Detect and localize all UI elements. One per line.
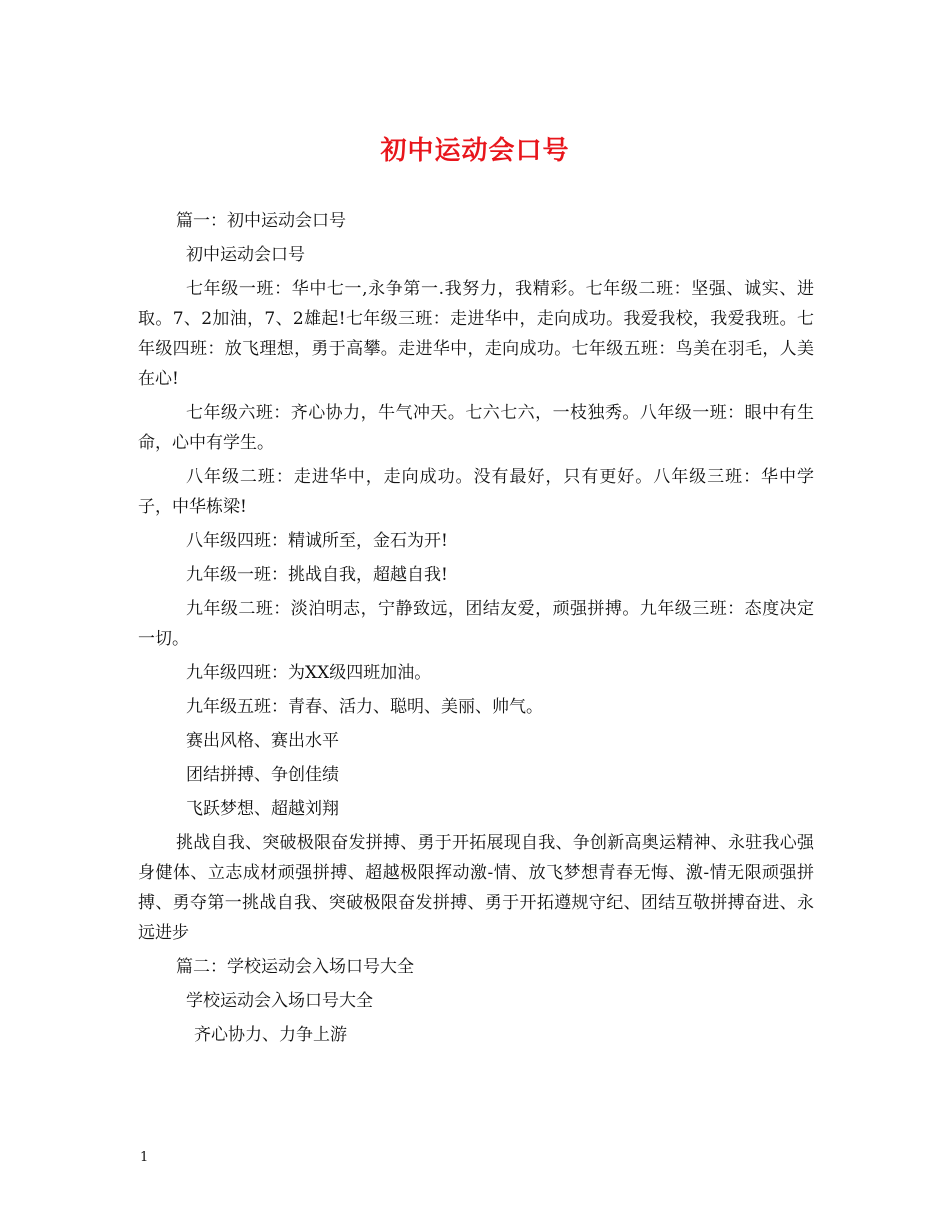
paragraph: 七年级六班：齐心协力，牛气冲天。七六七六，一枝独秀。八年级一班：眼中有生命，心中有学生。	[138, 403, 814, 453]
document-body	[138, 206, 814, 1054]
paragraph: 挑战自我、突破极限奋发拼搏、勇于开拓展现自我、争创新高奥运精神、永驻我心强身健体、立志成材顽强拼搏、超越极限挥动激-情、放飞梦想青春无悔、激-情无限顽强拼搏、勇夺第一挑战自我、突破极限奋发拼搏、勇于开拓遵规守纪、团结互敬拼搏奋进、永远进步	[138, 833, 814, 943]
paragraph: 初中运动会口号	[186, 245, 305, 265]
paragraph: 九年级四班：为XX级四班加油。	[186, 663, 432, 683]
paragraph: 团结拼搏、争创佳绩	[186, 765, 339, 785]
paragraph: 九年级五班：青春、活力、聪明、美丽、帅气。	[186, 697, 543, 717]
paragraph: 八年级二班：走进华中，走向成功。没有最好，只有更好。八年级三班：华中学子，中华栋梁!	[138, 467, 814, 517]
page-number: 1	[140, 1150, 149, 1165]
document-title: 初中运动会口号	[380, 136, 570, 166]
paragraph: 齐心协力、力争上游	[194, 1025, 347, 1045]
section-heading: 篇二：学校运动会入场口号大全	[176, 957, 414, 977]
paragraph: 九年级二班：淡泊明志，宁静致远，团结友爱，顽强拼搏。九年级三班：态度决定一切。	[138, 599, 814, 649]
paragraph: 八年级四班：精诚所至，金石为开!	[186, 531, 448, 551]
paragraph: 飞跃梦想、超越刘翔	[186, 799, 339, 819]
paragraph: 赛出风格、赛出水平	[186, 731, 339, 751]
paragraph: 九年级一班：挑战自我，超越自我!	[186, 565, 448, 585]
paragraph: 篇一：初中运动会口号	[176, 211, 346, 231]
paragraph: 七年级一班：华中七一,永争第一.我努力，我精彩。七年级二班：坚强、诚实、进取。7、2加油，7、2雄起!七年级三班：走进华中，走向成功。我爱我校，我爱我班。七年级四班：放飞理想，勇于高攀。走进华中，走向成功。七年级五班：鸟美在羽毛，人美在心!	[138, 279, 814, 389]
paragraph: 学校运动会入场口号大全	[186, 991, 373, 1011]
